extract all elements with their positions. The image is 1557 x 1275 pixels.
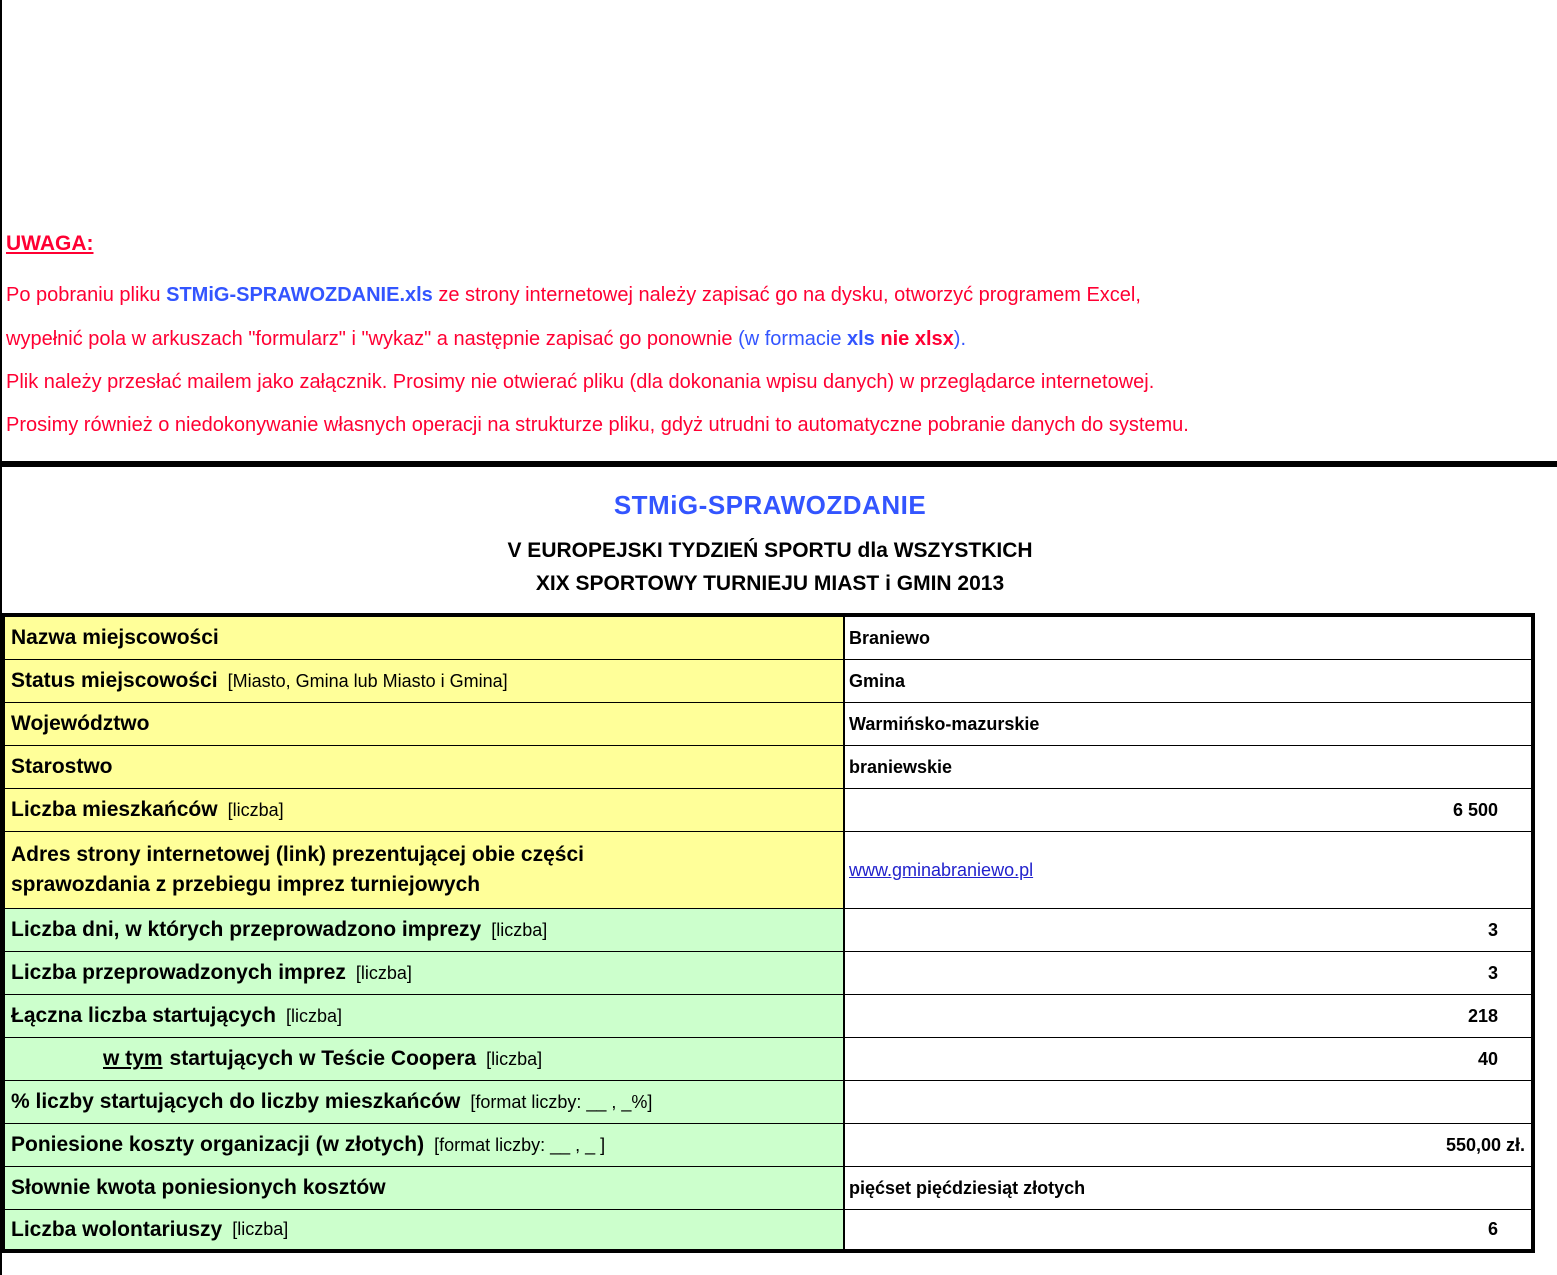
- website-link[interactable]: www.gminabraniewo.pl: [849, 859, 1034, 880]
- report-subtitle-1: V EUROPEJSKI TYDZIEŃ SPORTU dla WSZYSTKICH: [507, 539, 1033, 562]
- cooper-test-value[interactable]: 40: [1477, 1048, 1498, 1069]
- report-subtitle-2: XIX SPORTOWY TURNIEJU MIAST i GMIN 2013: [535, 572, 1005, 595]
- form-label: Liczba przeprowadzonych imprez [liczba]: [5, 952, 845, 994]
- form-label: Status miejscowości [Miasto, Gmina lub Miasto i Gmina]: [5, 660, 845, 702]
- notice-line-4: Prosimy również o niedokonywanie własnych operacji na strukturze pliku, gdyż utrudni to automatyczne pobranie danych do systemu.: [6, 414, 1189, 436]
- form-row-volunteers: [5, 1210, 1531, 1249]
- form-row-cooper-test: [5, 1038, 1531, 1081]
- form-row-county: [5, 746, 1531, 789]
- form-label: Starostwo: [5, 746, 845, 788]
- section-divider: [0, 461, 1557, 467]
- form-row-town-name: [5, 617, 1531, 660]
- participants-value[interactable]: 218: [1467, 1005, 1498, 1026]
- notice-line-1: Po pobraniu pliku STMiG-SPRAWOZDANIE.xls ze strony internetowej należy zapisać go na dysku, otworzyć programem Excel,: [6, 284, 1141, 306]
- event-days-value[interactable]: 3: [1487, 919, 1498, 940]
- file-name: STMiG-SPRAWOZDANIE.xls: [166, 284, 433, 306]
- form-label: % liczby startujących do liczby mieszkańców [format liczby: __ , _%]: [5, 1081, 845, 1123]
- website-value: [845, 832, 1531, 908]
- form-row-participants: [5, 995, 1531, 1038]
- form-label: Łączna liczba startujących [liczba]: [5, 995, 845, 1037]
- form-row-town-status: [5, 660, 1531, 703]
- form-label: Słownie kwota poniesionych kosztów: [5, 1167, 845, 1209]
- form-row-voivodeship: [5, 703, 1531, 746]
- form-label: Poniesione koszty organizacji (w złotych) [format liczby: __ , _ ]: [5, 1124, 845, 1166]
- form-row-costs-in-words: [5, 1167, 1531, 1210]
- form-label: w tym startujących w Teście Coopera [liczba]: [5, 1038, 845, 1080]
- population-value[interactable]: 6 500: [1452, 799, 1498, 820]
- voivodeship-value[interactable]: Warmińsko-mazurskie: [849, 713, 1040, 734]
- events-count-value[interactable]: 3: [1487, 962, 1498, 983]
- town-status-value[interactable]: Gmina: [849, 670, 906, 691]
- report-form-table: [1, 613, 1535, 1253]
- form-label: Adres strony internetowej (link) prezentującej obie części sprawozdania z przebiegu imprez turniejowych: [5, 832, 845, 908]
- volunteers-value[interactable]: 6: [1487, 1219, 1498, 1239]
- costs-in-words-value[interactable]: pięćset pięćdziesiąt złotych: [849, 1177, 1086, 1198]
- form-row-website: [5, 832, 1531, 909]
- town-name-value[interactable]: Braniewo: [849, 627, 931, 648]
- form-row-costs: [5, 1124, 1531, 1167]
- notice-line-3: Plik należy przesłać mailem jako załącznik. Prosimy nie otwierać pliku (dla dokonania wpisu danych) w przeglądarce internetowej.: [6, 371, 1155, 393]
- notice-line-2: wypełnić pola w arkuszach "formularz" i "wykaz" a następnie zapisać go ponownie (w formacie xls nie xlsx).: [6, 328, 966, 350]
- participation-percent-value[interactable]: [845, 1081, 1531, 1123]
- notice-heading: UWAGA:: [6, 232, 94, 255]
- form-label: Liczba wolontariuszy [liczba]: [5, 1210, 845, 1249]
- form-label: Liczba dni, w których przeprowadzono imprezy [liczba]: [5, 909, 845, 951]
- form-row-event-days: [5, 909, 1531, 952]
- form-row-population: [5, 789, 1531, 832]
- form-label: Liczba mieszkańców [liczba]: [5, 789, 845, 831]
- form-row-events-count: [5, 952, 1531, 995]
- form-row-participation-percent: [5, 1081, 1531, 1124]
- form-label: Nazwa miejscowości: [5, 617, 845, 659]
- costs-value[interactable]: 550,00 zł.: [1445, 1134, 1525, 1155]
- form-label: Województwo: [5, 703, 845, 745]
- report-title: STMiG-SPRAWOZDANIE: [613, 490, 927, 520]
- county-value[interactable]: braniewskie: [849, 756, 953, 777]
